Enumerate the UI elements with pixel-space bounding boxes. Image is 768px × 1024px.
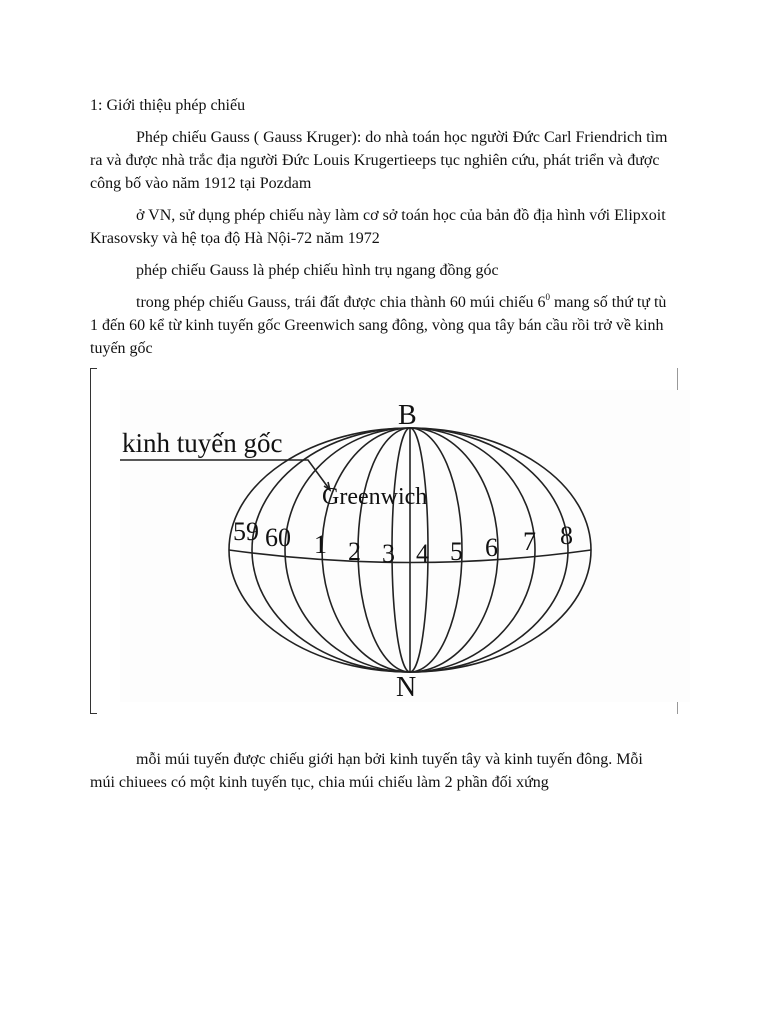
paragraph-zone-meridians: mỗi múi tuyến được chiếu giới hạn bởi kinh tuyến tây và kinh tuyến đông. Mỗi múi chiuees có một kinh tuyến tục, chia múi chiếu làm 2 phần đối xứng bbox=[90, 751, 643, 791]
zone-text-end: mang số thứ tự tù 1 đến 60 kể từ kinh tuyến gốc Greenwich sang đông, vòng qua tây bán cầu rồi trở về kinh tuyến gốc bbox=[90, 294, 667, 357]
zone-label: 2 bbox=[348, 537, 361, 566]
zone-label: 1 bbox=[314, 530, 327, 559]
gauss-zone-diagram bbox=[120, 390, 690, 702]
figure-frame bbox=[90, 368, 680, 714]
globe-diagram-svg bbox=[120, 390, 690, 702]
greenwich-label: Greenwich bbox=[322, 484, 428, 510]
paragraph-projection-type: phép chiếu Gauss là phép chiếu hình trụ ngang đồng góc bbox=[136, 262, 499, 279]
north-pole-label: B bbox=[398, 400, 417, 431]
paragraph-zone-division bbox=[90, 291, 670, 360]
south-pole-label: N bbox=[396, 672, 417, 702]
zone-label: 60 bbox=[265, 523, 291, 552]
section-heading: 1: Giới thiệu phép chiếu bbox=[90, 97, 246, 114]
paragraph-gauss-history: Phép chiếu Gauss ( Gauss Kruger): do nhà toán học người Đức Carl Friendrich tìm ra và được nhà trắc địa người Đức Louis Krugertieeps tục nghiên cứu, phát triển và được công bố vào năm 1912 tại Pozdam bbox=[90, 129, 668, 192]
zone-text-start: trong phép chiếu Gauss, trái đất được chia thành 60 múi chiếu 6 bbox=[136, 294, 546, 311]
zone-label: 5 bbox=[450, 537, 463, 566]
degree-superscript: 0 bbox=[545, 292, 550, 302]
zone-label: 8 bbox=[560, 521, 573, 550]
zone-label: 6 bbox=[485, 533, 498, 562]
prime-meridian-label: kinh tuyến gốc bbox=[122, 428, 283, 458]
zone-label: 3 bbox=[382, 539, 395, 568]
zone-label: 59 bbox=[233, 517, 259, 546]
paragraph-vietnam-usage: ở VN, sử dụng phép chiếu này làm cơ sở toán học của bản đồ địa hình với Elipxoit Krasovsky và hệ tọa độ Hà Nội-72 năm 1972 bbox=[90, 207, 666, 247]
zone-label: 7 bbox=[523, 527, 536, 556]
zone-label: 4 bbox=[416, 539, 429, 568]
figure-bracket-left bbox=[90, 368, 97, 714]
